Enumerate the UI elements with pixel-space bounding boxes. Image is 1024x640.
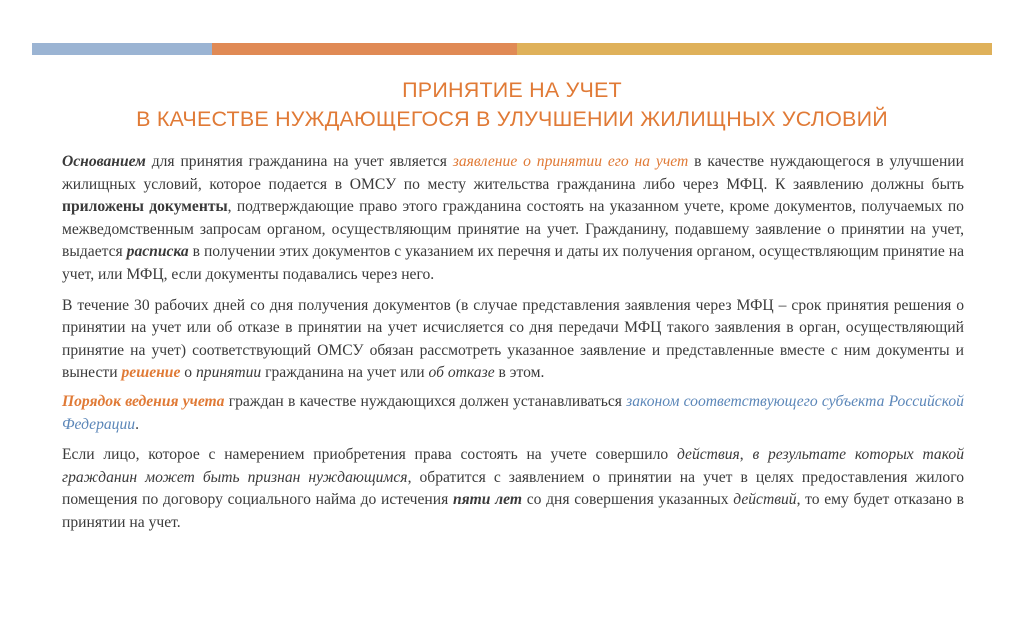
term-refusal: об отказе	[428, 364, 495, 382]
text-span: для принятия гражданина на учет является	[145, 153, 453, 170]
color-bar-blue-segment	[32, 43, 212, 55]
paragraph-procedure	[62, 391, 964, 436]
text-span: ,	[739, 446, 753, 464]
term-five-years: пяти лет	[452, 491, 522, 509]
text-span: в получении этих документов с указанием их перечня и даты их получения органом, осуществляющим принятие на учет, или МФЦ, если документы подавались через него.	[62, 243, 964, 283]
text-span: , обратится с заявлением о принятии на учет в целях предоставления жилого помещения по договору социального найма до истечения	[62, 468, 965, 509]
slide-title-line-1: ПРИНЯТИЕ НА УЧЕТ	[402, 78, 622, 102]
paragraph-refusal-condition	[62, 444, 964, 534]
text-span: , то ему будет отказано в принятии на учет.	[62, 491, 964, 531]
slide-title	[40, 76, 984, 134]
slide-title-line-2: В КАЧЕСТВЕ НУЖДАЮЩЕГОСЯ В УЛУЧШЕНИИ ЖИЛИЩНЫХ УСЛОВИЙ	[136, 107, 888, 131]
text-span: в этом.	[494, 364, 545, 382]
term-procedure: Порядок ведения учета	[62, 392, 225, 410]
decorative-color-bar	[32, 43, 992, 55]
term-receipt: расписка	[126, 243, 189, 261]
term-grounds: Основанием	[62, 153, 146, 170]
text-span: .	[135, 415, 139, 433]
term-consequence: в результате которых такой гражданин может быть признан нуждающимся	[62, 446, 964, 486]
paragraph-deadline	[62, 295, 964, 385]
color-bar-yellow-segment	[517, 43, 992, 55]
paragraph-grounds	[62, 151, 964, 287]
slide-body	[62, 151, 964, 543]
text-span: со дня совершения указанных	[522, 491, 734, 509]
text-span: в качестве нуждающегося в улучшении жилищных условий, которое подается в ОМСУ по месту жительства гражданина либо через МФЦ. К заявлению должны быть	[62, 153, 964, 193]
text-span: Если лицо, которое с намерением приобретения права состоять на учете совершило	[62, 446, 677, 464]
term-acceptance: принятии	[195, 364, 262, 382]
color-bar-orange-segment	[212, 43, 517, 55]
term-attached-documents: приложены документы	[62, 198, 228, 216]
term-actions: действия	[676, 446, 740, 464]
term-decision: решение	[121, 364, 181, 382]
text-span: В течение 30 рабочих дней со дня получения документов (в случае представления заявления через МФЦ – срок принятия решения о принятии на учет или об отказе в принятии на учет исчисляется со дня передачи МФЦ такого заявления в орган, осуществляющий принятие на учет) соответствующий ОМСУ обязан рассмотреть указанное заявление и представленные вместе с ним документы и вынести	[62, 296, 964, 382]
term-application: заявление о принятии его на учет	[452, 153, 689, 170]
text-span: , подтверждающие право этого гражданина состоять на указанном учете, кроме документов, получаемых по межведомственным запросам органом, осуществляющим принятие на учет. Гражданину, подавшему заявление о принятии на учет, выдается	[62, 198, 964, 261]
term-regional-law: законом соответствующего субъекта Российской Федерации	[62, 392, 964, 433]
text-span: гражданина на учет или	[261, 364, 429, 382]
text-span: граждан в качестве нуждающихся должен устанавливаться	[224, 392, 627, 410]
term-actions-2: действий	[733, 491, 797, 509]
text-span: о	[180, 364, 196, 382]
